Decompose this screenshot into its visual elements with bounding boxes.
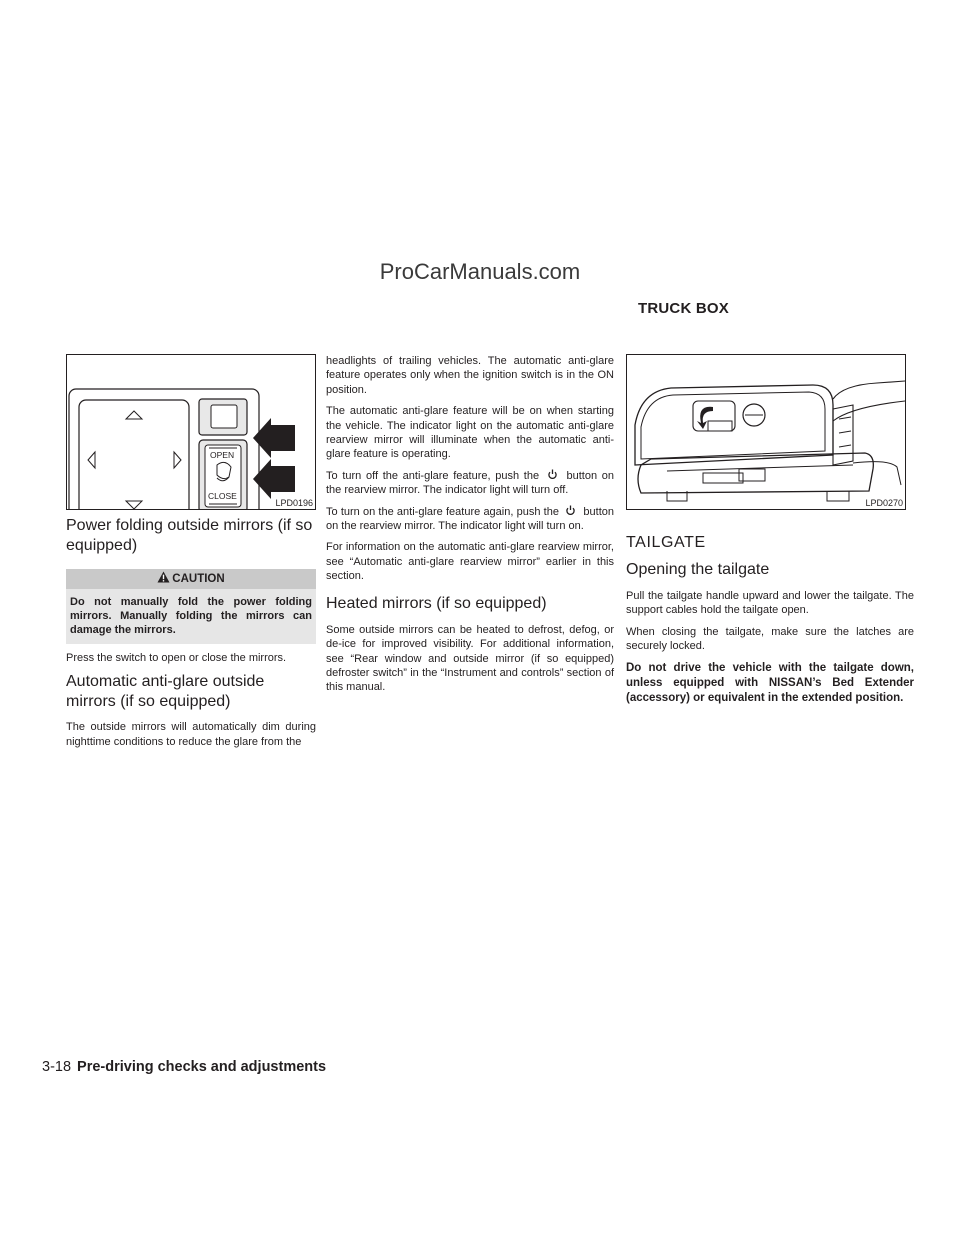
power-button-icon	[544, 469, 562, 479]
paragraph-part: To turn on the anti-glare feature again, push the	[326, 505, 559, 518]
paragraph-part: button on the rearview mirror. The indicator light will turn on.	[326, 505, 614, 533]
paragraph-part: To turn off the anti-glare feature, push the	[326, 469, 540, 482]
heading-opening-tailgate: Opening the tailgate	[626, 561, 770, 578]
paragraph: Pull the tailgate handle upward and lower the tailgate. The support cables hold the tailgate open.	[626, 590, 914, 617]
paragraph	[326, 505, 614, 534]
section-header: TRUCK BOX	[638, 300, 729, 317]
paragraph: Press the switch to open or close the mirrors.	[66, 652, 287, 664]
heading-tailgate: TAILGATE	[626, 534, 706, 551]
paragraph: When closing the tailgate, make sure the latches are securely locked.	[626, 625, 914, 653]
page-footer	[42, 1059, 326, 1075]
figure-code: LPD0270	[865, 498, 903, 508]
mirror-switch-illustration	[67, 355, 315, 509]
tailgate-illustration	[627, 355, 905, 509]
switch-close-label: CLOSE	[208, 491, 237, 501]
column-left	[66, 354, 316, 756]
figure-mirror-switch	[66, 354, 316, 510]
paragraph: For information on the automatic anti-glare rearview mirror, see “Automatic anti-glare rearview mirror” earlier in this section.	[326, 541, 614, 583]
heading-anti-glare-outside: Automatic anti-glare outside mirrors (if so equipped)	[66, 673, 265, 711]
paragraph: Some outside mirrors can be heated to defrost, defog, or de-ice for improved visibility. For additional information, see “Rear window and outside mirror (if so equipped) defroster switch” in the “Instrument and controls” section of this manual.	[326, 623, 614, 694]
paragraph: The outside mirrors will automatically dim during nighttime conditions to reduce the glare from the	[66, 721, 316, 748]
paragraph-part: button on the rearview mirror. The indicator light will turn off.	[326, 469, 614, 497]
page-number: 3-18	[42, 1059, 72, 1075]
column-middle	[326, 354, 614, 702]
watermark: ProCarManuals.com	[379, 259, 581, 284]
column-right	[626, 354, 914, 713]
paragraph: The automatic anti-glare feature will be on when starting the vehicle. The indicator light on the automatic anti-glare rearview mirror will illuminate when the automatic anti-glare feature is operating.	[326, 405, 614, 461]
warning-icon	[157, 571, 170, 583]
heading-power-folding: Power folding outside mirrors (if so equipped)	[66, 517, 313, 554]
caution-header	[66, 569, 316, 589]
paragraph-bold: Do not drive the vehicle with the tailgate down, unless equipped with NISSAN’s Bed Extender (accessory) or equivalent in the extended position.	[626, 661, 914, 704]
power-button-icon	[562, 505, 580, 515]
caution-box	[66, 569, 316, 644]
paragraph: headlights of trailing vehicles. The automatic anti-glare feature operates only when the ignition switch is in the ON position.	[326, 355, 614, 396]
figure-code: LPD0196	[275, 498, 313, 508]
heading-heated-mirrors: Heated mirrors (if so equipped)	[326, 594, 547, 612]
caution-title: CAUTION	[172, 573, 225, 585]
footer-title: Pre-driving checks and adjustments	[77, 1059, 327, 1075]
switch-open-label: OPEN	[210, 450, 235, 460]
caution-text: Do not manually fold the power folding mirrors. Manually folding the mirrors can damage the mirrors.	[66, 589, 316, 644]
paragraph	[326, 469, 614, 498]
figure-tailgate	[626, 354, 906, 510]
